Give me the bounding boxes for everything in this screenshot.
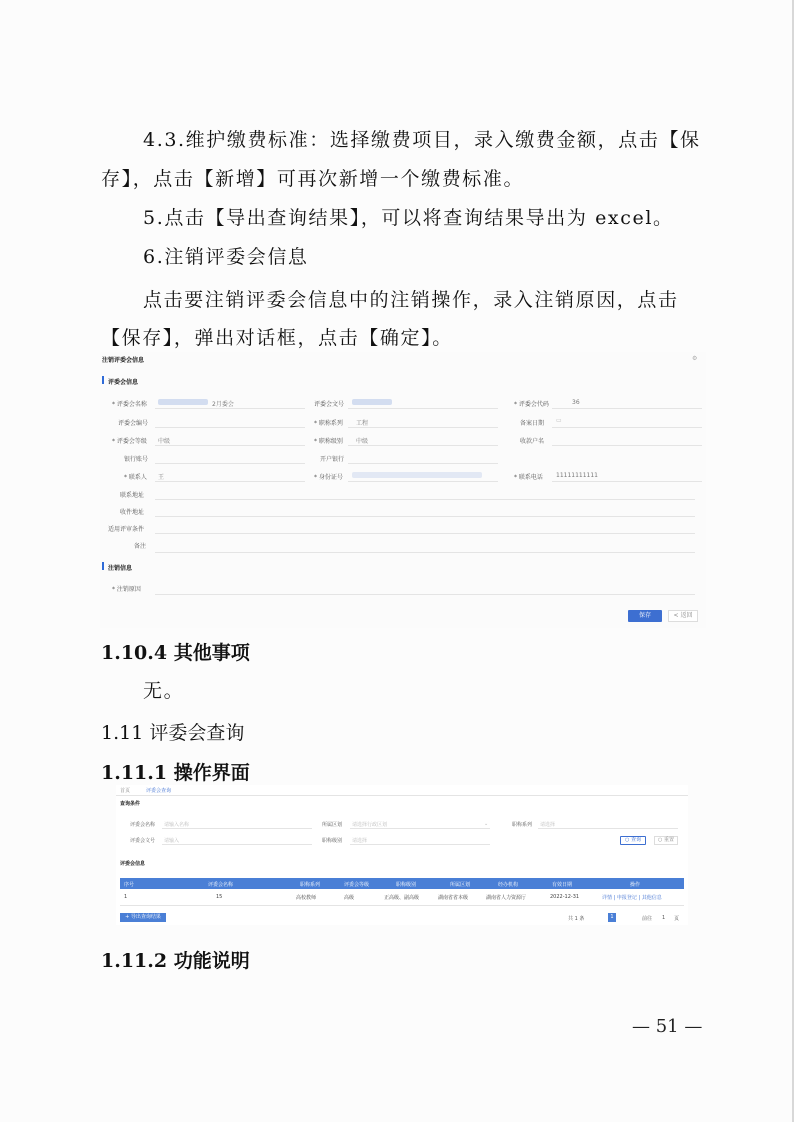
section-cancel-title: 注销信息 (108, 565, 133, 572)
label-title-level: * 职称级别 (314, 438, 343, 445)
query-screenshot (116, 785, 688, 925)
value-phone[interactable]: 11111111111 (556, 472, 598, 479)
blurred-value (352, 472, 482, 478)
chevron-down-icon[interactable]: ⌄ (484, 821, 489, 827)
col-header: 职称级别 (396, 882, 417, 888)
blurred-value (158, 399, 208, 405)
save-button[interactable]: 保存 (628, 610, 662, 622)
label-remark: 备注 (134, 543, 147, 550)
paragraph-cancel-line2: 【保存】，弹出对话框，点击【确定】。 (101, 327, 453, 349)
value-name[interactable]: 2月委会 (212, 401, 234, 408)
label-level: * 评委会等级 (112, 438, 147, 445)
field-line (350, 844, 490, 845)
field-line (348, 408, 498, 409)
section-bar (102, 562, 104, 570)
label-bank-account: 银行账号 (124, 456, 149, 463)
col-header: 序号 (124, 882, 135, 888)
label-record-date: 备案日期 (520, 420, 545, 427)
field-line (538, 828, 678, 829)
pagination-goto-input[interactable]: 1 (662, 915, 666, 921)
field-line (552, 408, 702, 409)
col-header: 操作 (630, 882, 641, 888)
label-query-region: 所属区划 (322, 822, 343, 828)
table-cell: 湖南省省本级 (438, 895, 469, 901)
field-line (155, 481, 305, 482)
pagination-total: 共 1 条 (568, 916, 585, 922)
paragraph-none: 无。 (143, 680, 185, 702)
heading-1-11-2: 1.11.2 功能说明 (101, 950, 250, 972)
label-query-doc-no: 评委会文号 (130, 838, 156, 844)
paragraph-fee-standard-line2: 存】，点击【新增】可再次新增一个缴费标准。 (101, 168, 525, 190)
select-query-title-level[interactable]: 请选择 (352, 838, 368, 844)
query-button[interactable] (620, 836, 646, 845)
divider (116, 795, 688, 796)
field-line (552, 481, 702, 482)
label-payee: 收款户名 (520, 438, 545, 445)
paragraph-fee-standard-line1: 4.3.维护缴费标准：选择缴费项目，录入缴费金额，点击【保 (143, 129, 701, 151)
row-actions[interactable]: 详情 | 申报登记 | 其他信息 (602, 895, 662, 901)
field-line (348, 445, 498, 446)
export-button-label: 导出查询结果 (130, 914, 161, 920)
label-doc-no: 评委会文号 (314, 401, 345, 408)
col-header: 所属区划 (450, 882, 471, 888)
field-line (155, 463, 305, 464)
heading-1-10-4: 1.10.4 其他事项 (101, 642, 250, 664)
back-button[interactable]: < 返回 (668, 610, 698, 622)
table-cell: 高级 (344, 895, 355, 901)
label-name: * 评委会名称 (112, 401, 147, 408)
value-series[interactable]: 工程 (356, 420, 369, 427)
table-cell: 1 (124, 894, 128, 900)
field-line (155, 533, 695, 534)
label-contact: * 联系人 (124, 474, 147, 481)
section-info-title: 评委会信息 (108, 379, 139, 386)
col-header: 评委会名称 (208, 882, 234, 888)
field-line (162, 844, 312, 845)
label-scope: 适用评审条件 (108, 526, 145, 533)
value-contact[interactable]: 王 (158, 474, 165, 481)
field-line (155, 408, 305, 409)
field-line (155, 445, 305, 446)
label-code: * 评委会代码 (514, 401, 549, 408)
paragraph-cancel-title: 6.注销评委会信息 (143, 246, 309, 268)
query-button-label: 查询 (630, 837, 641, 843)
col-header: 职称系列 (300, 882, 321, 888)
table-cell: 2022-12-31 (550, 894, 580, 900)
field-line (348, 481, 498, 482)
select-query-region[interactable]: 请选择行政区划 (352, 822, 388, 828)
reset-button[interactable] (654, 836, 678, 845)
field-line (155, 552, 695, 553)
calendar-icon[interactable]: ▭ (556, 417, 562, 424)
label-series: * 职称系列 (314, 420, 343, 427)
cancel-form-screenshot (100, 352, 706, 628)
table-cell: 湖南省人力资源厅 (486, 895, 527, 901)
export-icon: + (125, 914, 130, 920)
field-line (162, 828, 312, 829)
table-cell: 15 (216, 894, 223, 900)
pagination-page-suffix: 页 (674, 916, 680, 922)
label-bank: 开户银行 (320, 456, 345, 463)
reset-button-label: 重置 (663, 837, 674, 843)
section-result-title: 评委会信息 (120, 861, 146, 867)
heading-1-11: 1.11 评委会查询 (101, 722, 245, 744)
page-number: — 51 — (632, 1016, 703, 1037)
input-query-name[interactable]: 请输入名称 (164, 822, 190, 828)
table-cell: 高校教师 (296, 895, 317, 901)
value-title-level[interactable]: 中级 (356, 438, 369, 445)
value-code[interactable]: 36 (572, 399, 580, 406)
form-page-title: 注销评委会信息 (102, 357, 145, 364)
label-query-name: 评委会名称 (130, 822, 156, 828)
export-button[interactable] (120, 913, 166, 922)
blurred-value (352, 399, 392, 405)
scrollbar-track (120, 905, 684, 906)
paragraph-cancel-line1: 点击要注销评委会信息中的注销操作，录入注销原因，点击 (143, 289, 679, 311)
label-cancel-reason: * 注销原因 (112, 586, 141, 593)
field-line (155, 499, 695, 500)
field-line (350, 828, 490, 829)
reset-icon: ○ (658, 837, 663, 843)
breadcrumb-current[interactable]: 评委会查询 (146, 788, 172, 794)
label-mail-address: 收件地址 (120, 509, 145, 516)
search-icon: ○ (625, 837, 630, 843)
label-phone: * 联系电话 (514, 474, 543, 481)
col-header: 经办机构 (498, 882, 519, 888)
field-line (348, 427, 498, 428)
field-line (552, 445, 702, 446)
value-level[interactable]: 中级 (158, 438, 171, 445)
input-query-doc-no[interactable]: 请输入 (164, 838, 180, 844)
label-number: 评委会编号 (118, 420, 149, 427)
col-header: 评委会等级 (344, 882, 370, 888)
paragraph-export: 5.点击【导出查询结果】，可以将查询结果导出为 excel。 (143, 207, 674, 229)
table-cell: 正高级、副高级 (384, 895, 420, 901)
field-line (348, 463, 498, 464)
field-line (155, 594, 695, 595)
breadcrumb-home[interactable]: 首页 (120, 788, 131, 794)
pagination-current-page[interactable]: 1 (608, 913, 616, 922)
label-query-title-level: 职称级别 (322, 838, 343, 844)
field-line (552, 427, 702, 428)
label-query-series: 职称系列 (512, 822, 533, 828)
label-contact-address: 联系地址 (120, 492, 145, 499)
settings-icon[interactable]: ⚙ (692, 355, 698, 362)
pagination-goto-label: 前往 (642, 916, 653, 922)
field-line (155, 427, 305, 428)
section-query-title: 查询条件 (120, 801, 141, 807)
heading-1-11-1: 1.11.1 操作界面 (101, 762, 250, 784)
select-query-series[interactable]: 请选择 (540, 822, 556, 828)
table-header (120, 878, 684, 889)
section-bar (102, 376, 104, 384)
label-id-no: * 身份证号 (314, 474, 343, 481)
field-line (155, 516, 695, 517)
col-header: 有效日期 (552, 882, 573, 888)
